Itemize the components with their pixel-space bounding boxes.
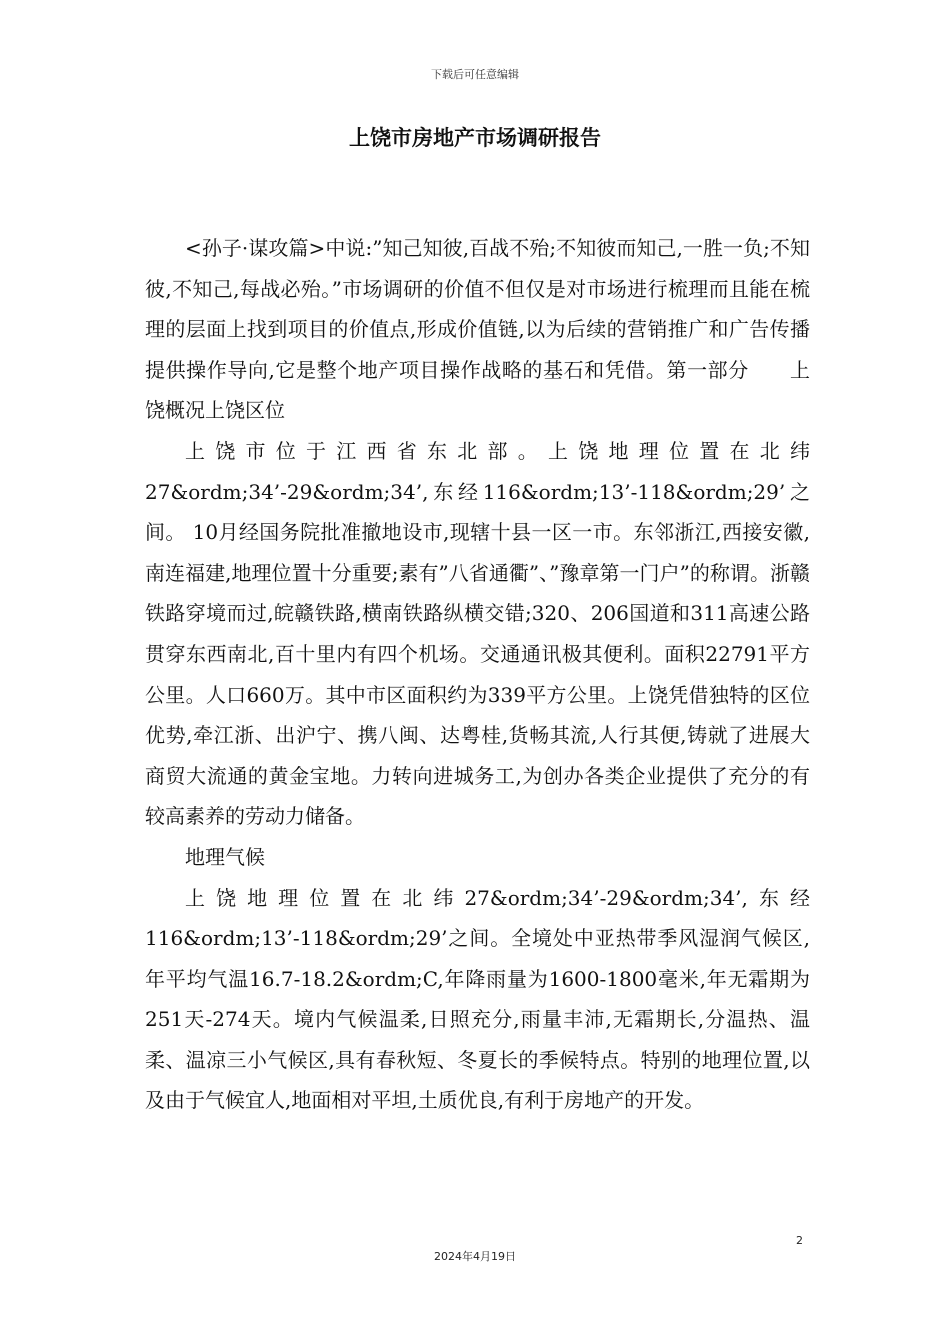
- header-note: 下载后可任意编辑: [431, 68, 519, 81]
- document-title: 上饶市房地产市场调研报告: [349, 126, 601, 150]
- document-body: [145, 228, 810, 1121]
- body-paragraph: 上饶地理位置在北纬27&ordm;34’-29&ordm;34’,东经116&ordm;13’-118&ordm;29’之间。全境处中亚热带季风湿润气候区,年平均气温16.7-18.2&ordm;C,年降雨量为1600-1800毫米,年无霜期为251天-274天。境内气候温柔,日照充分,雨量丰沛,无霜期长,分温热、温柔、温凉三小气候区,具有春秋短、冬夏长的季候特点。特别的地理位置,以及由于气候宜人,地面相对平坦,土质优良,有利于房地产的开发。: [145, 885, 810, 1113]
- footer-date: 2024年4月19日: [434, 1250, 516, 1263]
- page-number: 2: [796, 1234, 803, 1247]
- body-paragraph: 上饶市位于江西省东北部。上饶地理位置在北纬27&ordm;34’-29&ordm;34’,东经116&ordm;13’-118&ordm;29’之间。 10月经国务院批准撤地设市,现辖十县一区一市。东邻浙江,西接安徽,南连福建,地理位置十分重要;素有”八省通衢”、”豫章第一门户”的称谓。浙赣铁路穿境而过,皖赣铁路,横南铁路纵横交错;320、206国道和311高速公路贯穿东西南北,百十里内有四个机场。交通通讯极其便利。面积22791平方公里。人口660万。其中市区面积约为339平方公里。上饶凭借独特的区位优势,牵江浙、出沪宁、携八闽、达粤桂,货畅其流,人行其便,铸就了进展大商贸大流通的黄金宝地。力转向进城务工,为创办各类企业提供了充分的有较高素养的劳动力储备。: [145, 438, 810, 829]
- body-paragraph: <孙子·谋攻篇>中说:”知己知彼,百战不殆;不知彼而知己,一胜一负;不知彼,不知己,每战必殆。”市场调研的价值不但仅是对市场进行梳理而且能在梳理的层面上找到项目的价值点,形成价值链,以为后续的营销推广和广告传播提供操作导向,它是整个地产项目操作战略的基石和凭借。第一部分 上饶概况上饶区位: [145, 236, 810, 423]
- section-heading: 地理气候: [185, 844, 265, 869]
